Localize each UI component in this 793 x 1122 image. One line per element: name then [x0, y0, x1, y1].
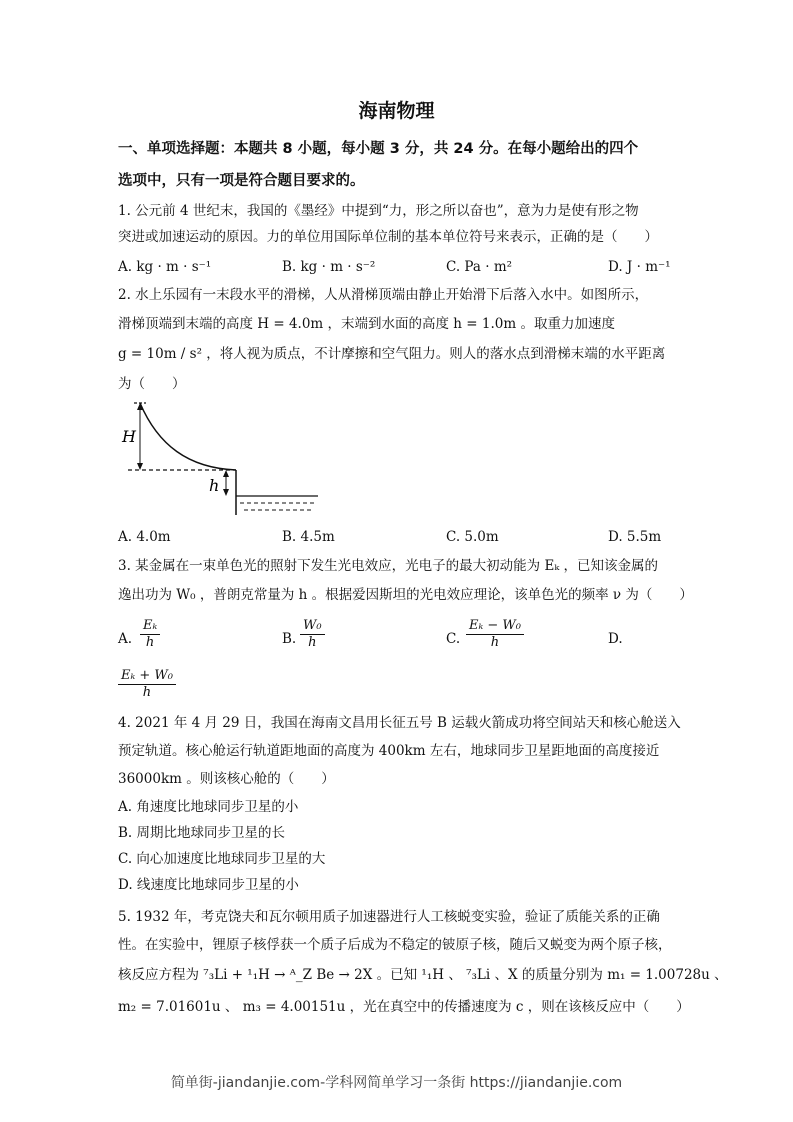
fig-label-big-h: H [122, 427, 136, 446]
q4-option-a: A. 角速度比地球同步卫星的小 [118, 799, 299, 815]
q3-option-a-label: A. [118, 631, 133, 647]
q4-line-2: 预定轨道。核心舱运行轨道距地面的高度为 400km 左右，地球同步卫星距地面的高度接近 [118, 743, 660, 759]
q2-option-c: C. 5.0m [446, 529, 499, 545]
q2-line-2: 滑梯顶端到末端的高度 H = 4.0m ，末端到水面的高度 h = 1.0m 。取重力加速度 [118, 316, 615, 332]
q2-option-b: B. 4.5m [282, 529, 335, 545]
h-small-arrow-head-top [223, 470, 229, 477]
fig-label-small-h: h [209, 476, 220, 495]
q5-line-4: m₂ = 7.01601u 、 m₃ = 4.00151u ，光在真空中的传播速度为 c ，则在该核反应中（ ） [118, 999, 690, 1015]
q2-line-1: 2. 水上乐园有一末段水平的滑梯，人从滑梯顶端由静止开始滑下后落入水中。如图所示， [118, 287, 649, 303]
q3-option-c-fraction [466, 618, 524, 651]
footer-watermark: 简单街-jiandanjie.com-学科网简单学习一条街 https://jiandanjie.com [170, 1075, 623, 1091]
q2-option-a: A. 4.0m [118, 529, 171, 545]
q5-line-1: 5. 1932 年，考克饶夫和瓦尔顿用质子加速器进行人工核蜕变实验，验证了质能关系的正确 [118, 909, 660, 925]
q3-c-numerator: Eₖ − W₀ [466, 618, 524, 635]
q2-line-4: 为（ ） [118, 376, 186, 392]
q4-option-d: D. 线速度比地球同步卫星的小 [118, 877, 299, 893]
q3-b-numerator: W₀ [300, 618, 325, 635]
slide-figure [118, 400, 328, 520]
page-title: 海南物理 [358, 100, 435, 122]
q1-option-b: B. kg · m · s⁻² [282, 259, 376, 275]
q1-line-1: 1. 公元前 4 世纪末，我国的《墨经》中提到“力，形之所以奋也”，意为力是使有形之物 [118, 203, 639, 219]
q5-line-3: 核反应方程为 ⁷₃Li + ¹₁H → ᴬ_Z Be → 2X 。已知 ¹₁H 、 ⁷₃Li 、X 的质量分别为 m₁ = 1.00728u 、 [118, 967, 728, 983]
q3-option-d-label: D. [608, 631, 623, 647]
q3-c-denominator: h [490, 635, 500, 650]
q4-option-c: C. 向心加速度比地球同步卫星的大 [118, 851, 326, 867]
q1-option-c: C. Pa · m² [446, 259, 513, 275]
q3-b-denominator: h [308, 635, 317, 650]
q3-a-numerator: Eₖ [140, 618, 160, 635]
q3-a-denominator: h [145, 635, 155, 650]
section-heading-line-2: 选项中，只有一项是符合题目要求的。 [118, 173, 365, 189]
q1-option-d: D. J · m⁻¹ [608, 259, 671, 275]
q3-option-c-label: C. [446, 631, 461, 647]
q4-line-3: 36000km 。则该核心舱的（ ） [118, 771, 335, 787]
q4-line-1: 4. 2021 年 4 月 29 日，我国在海南文昌用长征五号 B 运载火箭成功将空间站天和核心舱送入 [118, 715, 681, 731]
q3-d-numerator: Eₖ + W₀ [118, 668, 176, 685]
q3-d-denominator: h [142, 685, 152, 700]
q3-line-2: 逸出功为 W₀ ，普朗克常量为 h 。根据爱因斯坦的光电效应理论，该单色光的频率 ν 为（ ） [118, 587, 693, 603]
q1-line-2: 突进或加速运动的原因。力的单位用国际单位制的基本单位符号来表示，正确的是（ ） [118, 229, 658, 245]
q4-option-b: B. 周期比地球同步卫星的长 [118, 825, 286, 841]
h-big-arrow-head-bottom [137, 463, 143, 470]
slide-curve [140, 403, 236, 470]
q3-option-a-fraction [140, 618, 160, 651]
section-heading-line-1: 一、单项选择题：本题共 8 小题，每小题 3 分，共 24 分。在每小题给出的四个 [118, 141, 639, 157]
q5-line-2: 性。在实验中，锂原子核俘获一个质子后成为不稳定的铍原子核，随后又蜕变为两个原子核， [118, 937, 672, 953]
q3-line-1: 3. 某金属在一束单色光的照射下发生光电效应，光电子的最大初动能为 Eₖ ，已知该金属的 [118, 558, 659, 574]
q2-option-d: D. 5.5m [608, 529, 662, 545]
q3-option-b-label: B. [282, 631, 297, 647]
q2-line-3: g = 10m / s² ，将人视为质点，不计摩擦和空气阻力。则人的落水点到滑梯末端的水平距离 [118, 346, 666, 362]
q1-option-a: A. kg · m · s⁻¹ [118, 259, 212, 275]
q3-option-b-fraction [300, 618, 325, 651]
h-small-arrow-head-bottom [223, 489, 229, 496]
q3-option-d-fraction [118, 668, 176, 701]
